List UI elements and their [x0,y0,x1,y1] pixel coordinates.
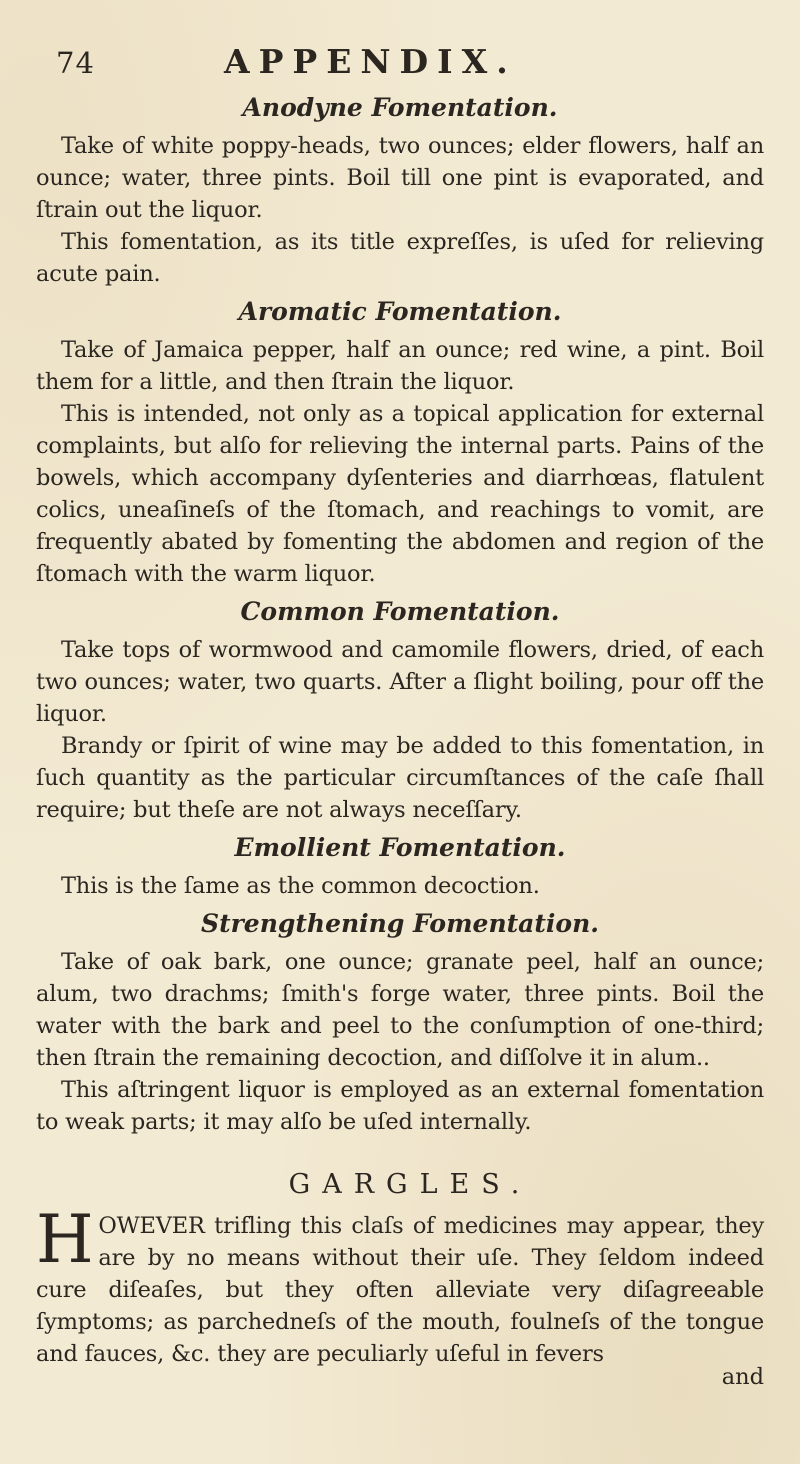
paragraph: Take of Jamaica pepper, half an ounce; red wine, a pint. Boil them for a little, and then ſtrain the liquor. [36,337,764,395]
section-strengthening-fomentation [36,902,764,1138]
chapter-title: GARGLES. [288,1169,532,1200]
paragraph: This is intended, not only as a topical application for external complaints, but alſo for relieving the internal parts. Pains of the bowels, which accompany dyſenteries and diarrhœas, flatulent colics, uneaſineſs of the ſtomach, and reachings to vomit, are frequently abated by fomenting the abdomen and region of the ſtomach with the warm liquor. [36,401,764,587]
book-page [36,22,764,1390]
paragraph: Take of oak bark, one ounce; granate peel, half an ounce; alum, two drachms; ſmith's forge water, three pints. Boil the water with the bark and peel to the conſumption of one-third; then ſtrain the remaining decoction, and diſſolve it in alum.. [36,949,764,1071]
paragraph: This fomentation, as its title expreſſes, is uſed for relieving acute pain. [36,229,764,287]
paragraph: Take of white poppy-heads, two ounces; elder flowers, half an ounce; water, three pints. Boil till one pint is evaporated, and ſtrain out the liquor. [36,133,764,223]
section-heading: Anodyne Fomentation. [242,93,558,122]
paragraph-body: trifling this claſs of medicines may appear, they are by no means without their uſe. They ſeldom indeed cure diſeaſes, but they often alleviate very diſagreeable ſymptoms; as parchedneſs of the mouth, foulneſs of the tongue and fauces, &c. they are peculiarly uſeful in fevers [36,1213,764,1367]
paragraph: This is the ſame as the common decoction. [61,873,540,899]
paragraph [36,1201,764,1370]
paragraph: This aſtringent liquor is employed as an external fomentation to weak parts; it may alſo be uſed internally. [36,1077,764,1135]
section-aromatic-fomentation [36,290,764,590]
section-emollient-fomentation [36,826,764,902]
paragraph: Take tops of wormwood and camomile flowers, dried, of each two ounces; water, two quarts. After a ſlight boiling, pour off the liquor. [36,637,764,727]
section-heading: Aromatic Fomentation. [238,297,562,326]
section-common-fomentation [36,590,764,826]
section-heading: Common Fomentation. [240,597,560,626]
section-heading: Strengthening Fomentation. [201,909,599,938]
catchword: and [721,1364,764,1390]
lead-small-caps: OWEVER [98,1213,205,1239]
page-number: 74 [56,46,95,80]
paragraph: Brandy or ſpirit of wine may be added to this fomentation, in ſuch quantity as the particular circumſtances of the caſe ſhall require; but theſe are not always neceſſary. [36,733,764,823]
section-heading: Emollient Fomentation. [234,833,566,862]
drop-cap: H [36,1201,94,1278]
section-anodyne-fomentation [36,86,764,290]
running-head [36,22,764,86]
running-title: APPENDIX. [224,42,517,81]
section-gargles [36,1160,764,1370]
